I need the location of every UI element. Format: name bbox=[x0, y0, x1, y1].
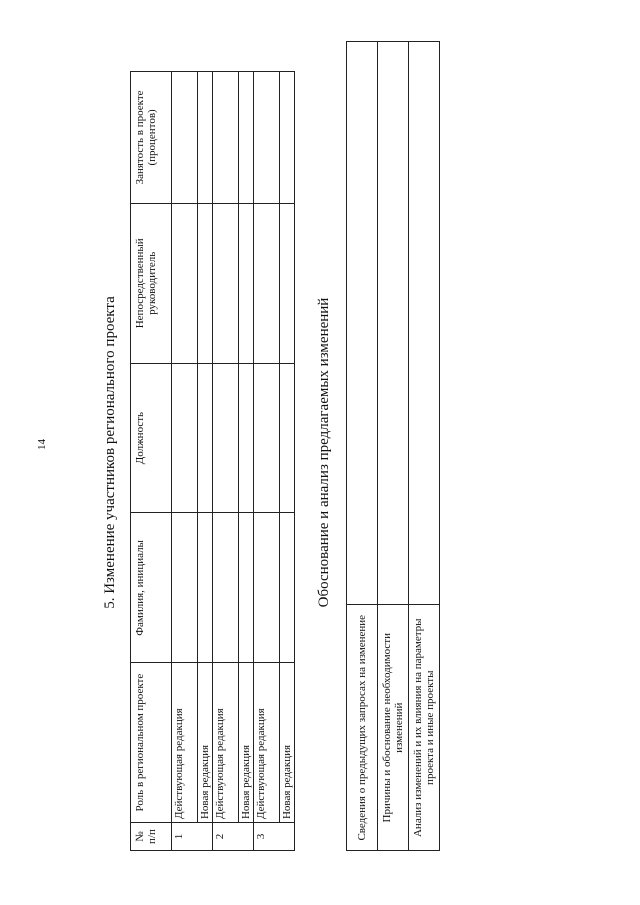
justification-label: Сведения о предыдущих запросах на изменение bbox=[347, 605, 378, 851]
position-cell bbox=[213, 363, 239, 513]
header-role: Роль в региональном проекте bbox=[131, 663, 172, 823]
header-num: № п/п bbox=[131, 823, 172, 851]
header-position: Должность bbox=[131, 363, 172, 513]
position-cell bbox=[254, 363, 280, 513]
justification-title: Обоснование и анализ предлагаемых изменений bbox=[316, 297, 332, 608]
supervisor-cell bbox=[239, 203, 254, 363]
name-cell bbox=[254, 513, 280, 663]
table-row bbox=[254, 72, 280, 851]
supervisor-cell bbox=[280, 203, 295, 363]
employment-cell bbox=[254, 72, 280, 204]
employment-cell bbox=[172, 72, 198, 204]
table-row bbox=[409, 42, 440, 851]
position-cell bbox=[280, 363, 295, 513]
name-cell bbox=[239, 513, 254, 663]
header-employment: Занятость в проекте (процентов) bbox=[131, 72, 172, 204]
page-number: 14 bbox=[36, 439, 48, 450]
header-name: Фамилия, инициалы bbox=[131, 513, 172, 663]
section-5-title: 5. Изменение участников регионального проекта bbox=[102, 296, 118, 609]
table-row bbox=[172, 72, 198, 851]
position-cell bbox=[172, 363, 198, 513]
justification-value bbox=[409, 42, 440, 605]
name-cell bbox=[213, 513, 239, 663]
employment-cell bbox=[239, 72, 254, 204]
role-cell: Действующая редакция bbox=[172, 663, 198, 823]
table-row bbox=[378, 42, 409, 851]
role-cell: Новая редакция bbox=[239, 663, 254, 823]
position-cell bbox=[239, 363, 254, 513]
role-cell: Действующая редакция bbox=[213, 663, 239, 823]
justification-value bbox=[378, 42, 409, 605]
role-cell: Действующая редакция bbox=[254, 663, 280, 823]
table-row bbox=[213, 72, 239, 851]
table-row bbox=[280, 72, 295, 851]
supervisor-cell bbox=[254, 203, 280, 363]
employment-cell bbox=[198, 72, 213, 204]
justification-table bbox=[346, 41, 440, 851]
table-header-row bbox=[131, 72, 172, 851]
justification-label: Анализ изменений и их влияния на параметры проекта и иные проекты bbox=[409, 605, 440, 851]
name-cell bbox=[280, 513, 295, 663]
table-row bbox=[198, 72, 213, 851]
name-cell bbox=[198, 513, 213, 663]
table-row bbox=[239, 72, 254, 851]
employment-cell bbox=[280, 72, 295, 204]
employment-cell bbox=[213, 72, 239, 204]
header-supervisor: Непосредственный руководитель bbox=[131, 203, 172, 363]
participants-table bbox=[130, 71, 295, 851]
row-number: 2 bbox=[213, 823, 254, 851]
supervisor-cell bbox=[172, 203, 198, 363]
name-cell bbox=[172, 513, 198, 663]
justification-label: Причины и обоснование необходимости изменений bbox=[378, 605, 409, 851]
table-row bbox=[347, 42, 378, 851]
supervisor-cell bbox=[198, 203, 213, 363]
justification-value bbox=[347, 42, 378, 605]
row-number: 3 bbox=[254, 823, 295, 851]
position-cell bbox=[198, 363, 213, 513]
row-number: 1 bbox=[172, 823, 213, 851]
supervisor-cell bbox=[213, 203, 239, 363]
role-cell: Новая редакция bbox=[198, 663, 213, 823]
role-cell: Новая редакция bbox=[280, 663, 295, 823]
